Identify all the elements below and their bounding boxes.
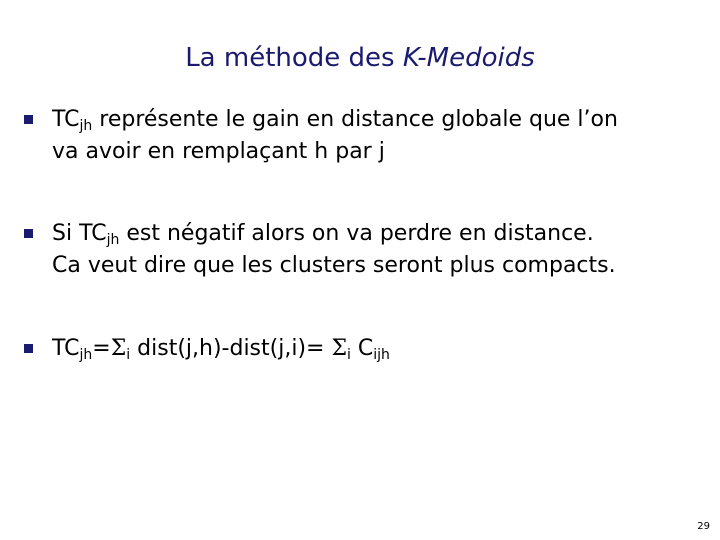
bullet-item-2 (24, 218, 694, 288)
bullet-2-line-2: Ca veut dire que les clusters seront plus compacts. (52, 253, 616, 278)
square-bullet-icon (24, 229, 33, 238)
sigma-symbol: Σ (110, 336, 127, 361)
bullet-1-line-1 (52, 104, 692, 136)
square-bullet-icon (24, 344, 33, 353)
bullet-2-line-1 (52, 218, 692, 250)
tc-label: TC (52, 107, 80, 132)
subscript-jh: jh (106, 232, 120, 248)
title-italic: K-Medoids (402, 43, 535, 73)
tc-label: TC (52, 336, 80, 361)
title-prefix: La méthode des (185, 43, 403, 73)
equals-sign: = (92, 336, 111, 361)
subscript-ijh: ijh (373, 347, 390, 363)
bullet-2-text: est négatif alors on va perdre en distance. (119, 221, 594, 246)
subscript-i: i (347, 347, 351, 363)
slide-title (0, 40, 720, 76)
bullet-text-2 (52, 218, 692, 282)
bullet-text-1 (52, 104, 692, 168)
c-label: C (350, 336, 374, 361)
subscript-jh: jh (79, 347, 93, 363)
square-bullet-icon (24, 115, 33, 124)
formula-line (52, 333, 692, 365)
bullet-1-line-2: va avoir en remplaçant h par j (52, 139, 385, 164)
subscript-i: i (126, 347, 131, 363)
bullet-item-1 (24, 104, 694, 174)
sigma-symbol: Σ (331, 336, 348, 361)
formula-middle: dist(j,h)-dist(j,i)= (130, 336, 332, 361)
page-number: 29 (697, 521, 710, 532)
bullet-1-text: représente le gain en distance globale que l’on (92, 107, 618, 132)
subscript-jh: jh (79, 118, 93, 134)
bullet-text-3 (52, 333, 692, 365)
bullet-item-3 (24, 333, 694, 373)
bullet-2-prefix: Si TC (52, 221, 107, 246)
